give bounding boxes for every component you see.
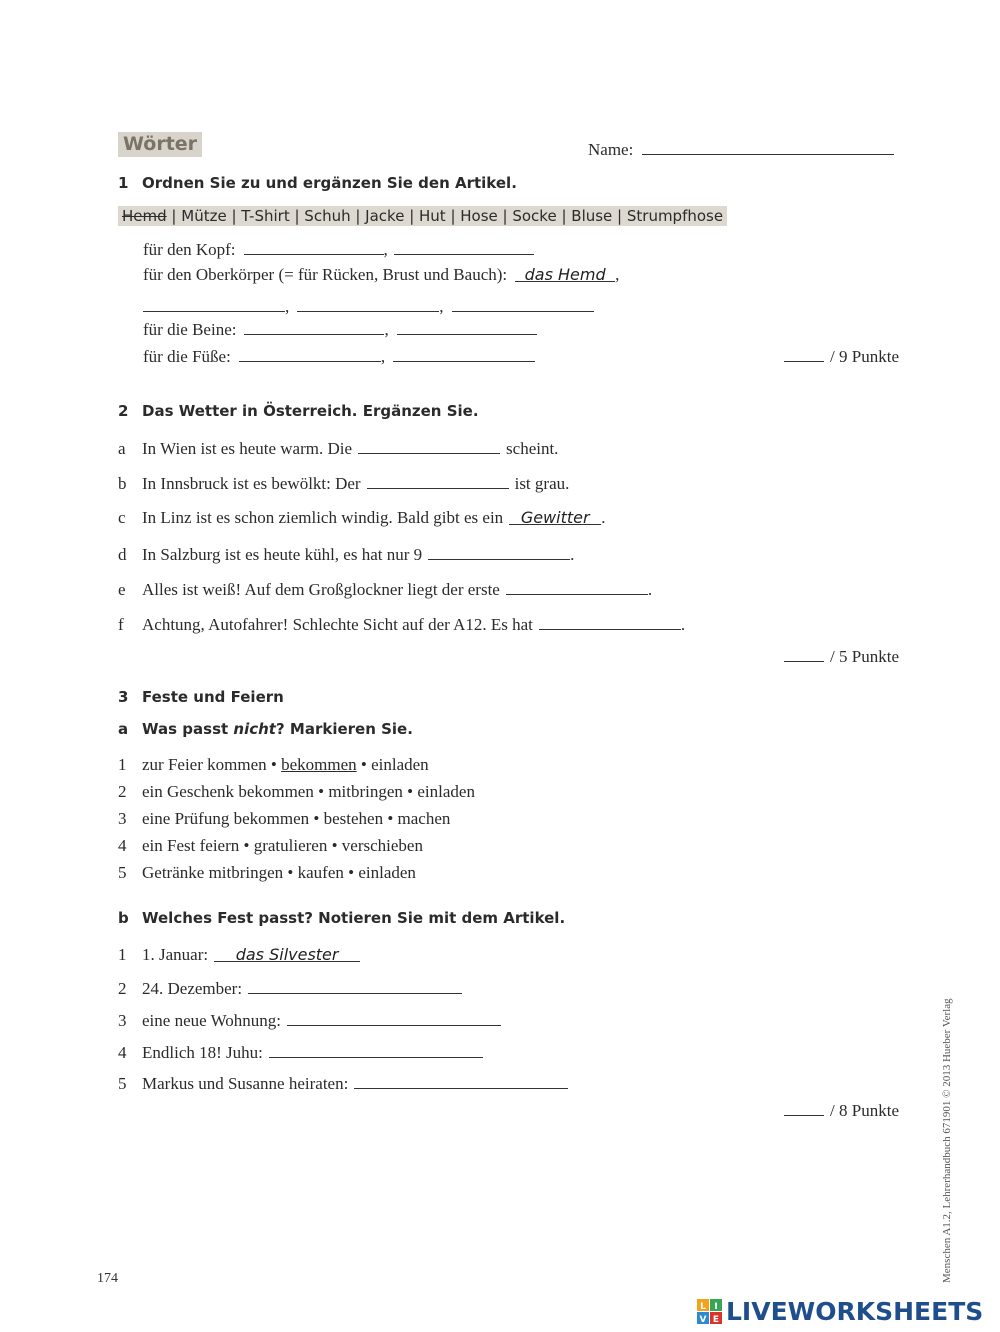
option[interactable]: kaufen — [297, 863, 344, 882]
ex3a-heading: a Was passt nicht? Markieren Sie. — [118, 720, 413, 738]
section-title: Wörter — [118, 132, 202, 157]
option[interactable]: einladen — [417, 782, 475, 801]
liveworksheets-wordmark: LIVEWORKSHEETS — [726, 1297, 984, 1326]
oberkoerper-blank-3[interactable] — [452, 295, 594, 312]
oberkoerper-blanks: , , — [143, 295, 594, 317]
option[interactable]: feiern — [199, 836, 240, 855]
word-struck: Hemd — [122, 207, 167, 225]
option[interactable]: kommen — [207, 755, 267, 774]
fuesse-blank-2[interactable] — [393, 345, 535, 362]
ex3-score-input[interactable] — [784, 1099, 824, 1116]
ex2-item: f Achtung, Autofahrer! Schlechte Sicht auf der A12. Es hat . — [118, 615, 686, 634]
oberkoerper-blank-1[interactable] — [143, 295, 285, 312]
ex3a-row: 1 zur Feier kommen • bekommen • einladen — [118, 751, 475, 778]
ex2-blank-e[interactable] — [506, 578, 648, 595]
ex3a-list — [118, 751, 475, 886]
liveworksheets-logo — [697, 1297, 983, 1326]
oberkoerper-row: für den Oberkörper (= für Rücken, Brust und Bauch): das Hemd , — [143, 265, 620, 284]
fuesse-blank-1[interactable] — [239, 345, 381, 362]
name-label: Name: — [588, 140, 634, 159]
option[interactable]: bekommen — [238, 782, 314, 801]
ex2-points: / 5 Punkte — [784, 645, 899, 667]
ex3b-blank-3[interactable] — [287, 1009, 501, 1026]
svg-text:E: E — [712, 1314, 720, 1325]
ex1-score-input[interactable] — [784, 345, 824, 362]
ex3b-row: 4 Endlich 18! Juhu: — [118, 1041, 483, 1063]
ex2-item: e Alles ist weiß! Auf dem Großglockner liegt der erste . — [118, 580, 653, 599]
fuesse-row: für die Füße: , — [143, 345, 535, 367]
svg-text:L: L — [700, 1301, 706, 1312]
oberkoerper-answer[interactable]: das Hemd — [515, 265, 615, 282]
ex2-heading: 2 Das Wetter in Österreich. Ergänzen Sie. — [118, 402, 479, 420]
ex3b-heading: b Welches Fest passt? Notieren Sie mit dem Artikel. — [118, 909, 566, 927]
svg-text:I: I — [714, 1301, 718, 1312]
kopf-row: für den Kopf: , — [143, 238, 534, 260]
kopf-blank-1[interactable] — [244, 238, 384, 255]
ex2-blank-d[interactable] — [428, 543, 570, 560]
ex1-points: / 9 Punkte — [784, 345, 899, 367]
ex3b-blank-4[interactable] — [269, 1041, 483, 1058]
ex3-points: / 8 Punkte — [784, 1099, 899, 1121]
ex3b-blank-5[interactable] — [354, 1072, 568, 1089]
name-field — [588, 138, 894, 160]
ex3b-row: 3 eine neue Wohnung: — [118, 1009, 501, 1031]
oberkoerper-blank-2[interactable] — [297, 295, 439, 312]
option-selected[interactable]: bekommen — [281, 755, 357, 774]
ex3b-blank-2[interactable] — [248, 977, 462, 994]
name-input[interactable] — [642, 138, 894, 155]
ex2-blank-b[interactable] — [367, 472, 509, 489]
beine-row: für die Beine: , — [143, 318, 537, 340]
ex3b-row: 1 1. Januar: das Silvester — [118, 945, 360, 965]
option[interactable]: gratulieren — [253, 836, 328, 855]
ex1-heading: 1 Ordnen Sie zu und ergänzen Sie den Artikel. — [118, 174, 517, 192]
ex3a-row: 5 Getränke mitbringen • kaufen • einladen — [118, 859, 475, 886]
ex3a-row: 3 eine Prüfung bekommen • bestehen • machen — [118, 805, 475, 832]
ex2-item: c In Linz ist es schon ziemlich windig. Bald gibt es ein Gewitter . — [118, 508, 606, 527]
page-number: 174 — [97, 1271, 118, 1286]
ex2-blank-f[interactable] — [539, 613, 681, 630]
liveworksheets-icon — [697, 1299, 723, 1325]
ex3a-row: 4 ein Fest feiern • gratulieren • verschieben — [118, 832, 475, 859]
ex2-item: d In Salzburg ist es heute kühl, es hat nur 9 . — [118, 545, 575, 564]
option[interactable]: bekommen — [233, 809, 310, 828]
option[interactable]: mitbringen — [328, 782, 403, 801]
ex3b-answer-1[interactable]: das Silvester — [214, 945, 360, 962]
svg-text:V: V — [699, 1314, 707, 1325]
ex3-heading: 3 Feste und Feiern — [118, 688, 284, 706]
option[interactable]: verschieben — [341, 836, 423, 855]
ex2-score-input[interactable] — [784, 645, 824, 662]
ex3b-row: 2 24. Dezember: — [118, 977, 462, 999]
ex2-blank-a[interactable] — [358, 437, 500, 454]
word-list: | Mütze | T-Shirt | Schuh | Jacke | Hut | Hose | Socke | Bluse | Strumpfhose — [166, 207, 724, 225]
option[interactable]: einladen — [371, 755, 429, 774]
copyright-vertical: Menschen A1.2, Lehrerhandbuch 671901 © 2013 Hueber Verlag — [941, 998, 953, 1283]
ex2-item: b In Innsbruck ist es bewölkt: Der ist grau. — [118, 474, 570, 493]
beine-blank-1[interactable] — [244, 318, 384, 335]
ex2-item: a In Wien ist es heute warm. Die scheint. — [118, 439, 559, 458]
option[interactable]: mitbringen — [208, 863, 284, 882]
word-box — [118, 206, 727, 226]
ex3a-row: 2 ein Geschenk bekommen • mitbringen • einladen — [118, 778, 475, 805]
option[interactable]: bestehen — [323, 809, 384, 828]
ex2-blank-c[interactable]: Gewitter — [509, 508, 601, 525]
option[interactable]: einladen — [358, 863, 416, 882]
option[interactable]: machen — [397, 809, 451, 828]
beine-blank-2[interactable] — [397, 318, 537, 335]
kopf-blank-2[interactable] — [394, 238, 534, 255]
ex3b-row: 5 Markus und Susanne heiraten: — [118, 1072, 568, 1094]
